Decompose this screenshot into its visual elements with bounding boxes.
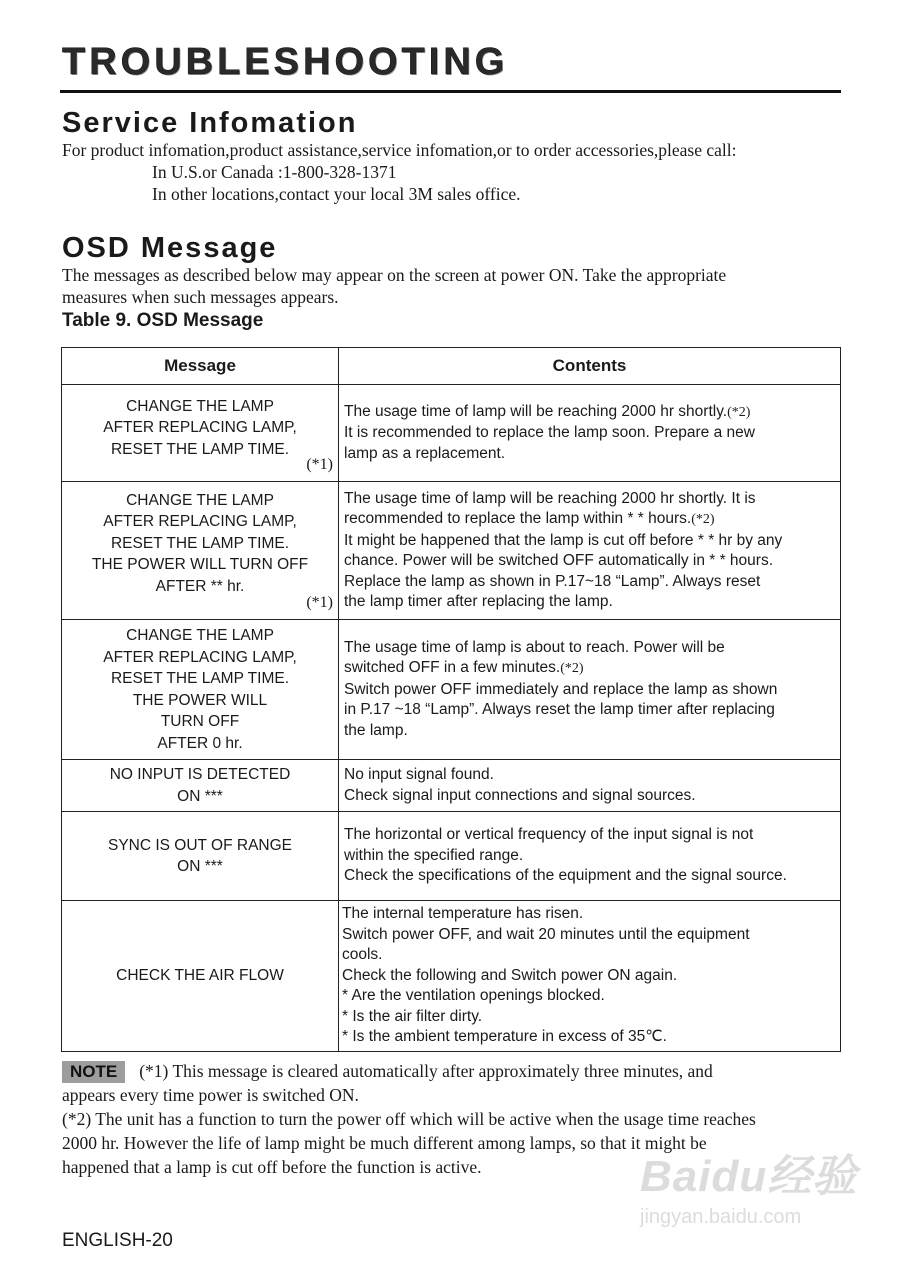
- message-line: AFTER ** hr.: [155, 577, 245, 595]
- contents-line: cools.: [342, 946, 383, 963]
- service-other-locations: In other locations,contact your local 3M sales office.: [152, 184, 521, 204]
- message-line: SYNC IS OUT OF RANGE: [107, 836, 293, 854]
- message-line: THE POWER WILL: [132, 691, 268, 709]
- message-line: AFTER REPLACING LAMP,: [103, 419, 297, 437]
- footnote-ref-2: (*2): [560, 661, 584, 677]
- contents-line: chance. Power will be switched OFF automatically in * * hours.: [344, 552, 774, 569]
- note-1-line-2: appears every time power is switched ON.: [62, 1085, 359, 1105]
- service-heading: Service Infomation: [62, 107, 358, 139]
- message-line: CHECK THE AIR FLOW: [116, 967, 284, 984]
- osd-message-table: [61, 347, 841, 1052]
- contents-line: * Is the ambient temperature in excess of 35℃.: [342, 1028, 667, 1045]
- message-cell: [62, 901, 339, 1052]
- footnote-ref-2: (*2): [727, 404, 751, 420]
- message-line: THE POWER WILL TURN OFF: [91, 556, 309, 574]
- contents-cell: [339, 901, 841, 1052]
- note-2-line-3: happened that a lamp is cut off before the function is active.: [62, 1157, 482, 1177]
- contents-cell: [339, 760, 841, 812]
- note-badge: NOTE: [62, 1061, 125, 1083]
- contents-line: Replace the lamp as shown in P.17~18 “Lamp”. Always reset: [344, 572, 761, 590]
- watermark-logo: Baidu经验: [640, 1152, 858, 1201]
- watermark-url: jingyan.baidu.com: [640, 1206, 802, 1228]
- contents-line: [344, 509, 836, 531]
- page-title: TROUBLESHOOTING: [62, 41, 509, 83]
- contents-line: The horizontal or vertical frequency of the input signal is not: [344, 826, 754, 844]
- message-line: AFTER REPLACING LAMP,: [103, 648, 297, 666]
- notes-section: [62, 1059, 842, 1179]
- contents-cell: [339, 620, 841, 760]
- contents-cell: [339, 385, 841, 482]
- osd-intro-line-1: The messages as described below may appear on the screen at power ON. Take the appropriate: [62, 265, 727, 285]
- contents-line: the lamp timer after replacing the lamp.: [344, 593, 613, 610]
- table-row: [62, 760, 841, 812]
- message-cell: [62, 385, 339, 482]
- message-line: RESET THE LAMP TIME.: [110, 670, 289, 687]
- contents-cell: [339, 482, 841, 620]
- message-cell: [62, 760, 339, 812]
- message-line: CHANGE THE LAMP: [126, 627, 274, 644]
- message-line: ON ***: [177, 858, 223, 875]
- contents-line: within the specified range.: [344, 846, 524, 864]
- contents-text: The usage time of lamp will be reaching 2000 hr shortly.: [344, 402, 728, 420]
- service-phone-us: In U.S.or Canada :1-800-328-1371: [152, 162, 397, 182]
- message-line: TURN OFF: [160, 713, 240, 730]
- message-line: CHANGE THE LAMP: [126, 397, 274, 415]
- column-header-message: Message: [62, 348, 339, 385]
- title-rule: [60, 90, 841, 93]
- contents-cell: [339, 812, 841, 901]
- table-row: [62, 812, 841, 901]
- contents-line: * Are the ventilation openings blocked.: [342, 987, 605, 1004]
- contents-line: No input signal found.: [344, 766, 494, 783]
- contents-line: * Is the air filter dirty.: [342, 1007, 483, 1025]
- contents-line: Check signal input connections and signal sources.: [344, 786, 696, 804]
- contents-line: the lamp.: [344, 721, 408, 739]
- message-cell: [62, 620, 339, 760]
- note-1-line-1: [62, 1059, 842, 1083]
- table-caption: Table 9. OSD Message: [62, 310, 264, 331]
- contents-line: The usage time of lamp will be reaching 2000 hr shortly. It is: [344, 489, 756, 507]
- contents-line: lamp as a replacement.: [344, 444, 506, 462]
- table-row: [62, 901, 841, 1052]
- osd-heading: OSD Message: [62, 232, 278, 264]
- table-header-row: [62, 348, 841, 385]
- message-line: ON ***: [177, 787, 223, 805]
- contents-line: [344, 402, 836, 424]
- contents-line: Switch power OFF immediately and replace the lamp as shown: [344, 680, 778, 698]
- message-line: AFTER REPLACING LAMP,: [103, 513, 297, 531]
- message-line: AFTER 0 hr.: [157, 734, 243, 752]
- note-1-text: (*1) This message is cleared automatically after approximately three minutes, and: [139, 1061, 713, 1081]
- contents-line: It is recommended to replace the lamp soon. Prepare a new: [344, 424, 755, 442]
- table-row: [62, 385, 841, 482]
- contents-line: Switch power OFF, and wait 20 minutes until the equipment: [342, 925, 750, 943]
- message-cell: [62, 812, 339, 901]
- note-2-line-2: 2000 hr. However the life of lamp might be much different among lamps, so that it might be: [62, 1133, 707, 1153]
- message-line: CHANGE THE LAMP: [126, 491, 274, 509]
- note-2-line-1: (*2) The unit has a function to turn the power off which will be active when the usage time reaches: [62, 1109, 756, 1129]
- contents-line: Check the specifications of the equipment and the signal source.: [344, 867, 787, 885]
- contents-line: The internal temperature has risen.: [342, 905, 584, 922]
- contents-line: Check the following and Switch power ON again.: [342, 966, 678, 984]
- footnote-ref-2: (*2): [691, 512, 715, 527]
- contents-line: The usage time of lamp is about to reach. Power will be: [344, 638, 725, 656]
- message-line: NO INPUT IS DETECTED: [109, 766, 291, 783]
- osd-intro: [62, 264, 842, 308]
- footnote-ref-1: (*1): [306, 593, 333, 611]
- column-header-contents: Contents: [339, 348, 841, 385]
- service-info: [62, 139, 842, 205]
- contents-line: [344, 658, 836, 680]
- message-line: RESET THE LAMP TIME.: [110, 440, 289, 458]
- message-line: RESET THE LAMP TIME.: [110, 534, 289, 552]
- page-footer: ENGLISH-20: [62, 1230, 173, 1251]
- contents-line: It might be happened that the lamp is cut off before * * hr by any: [344, 531, 783, 549]
- contents-line: in P.17 ~18 “Lamp”. Always reset the lamp timer after replacing: [344, 701, 775, 719]
- table-row: [62, 482, 841, 620]
- contents-text: switched OFF in a few minutes.: [344, 659, 561, 677]
- message-cell: [62, 482, 339, 620]
- contents-text: recommended to replace the lamp within * * hours.: [344, 510, 692, 527]
- service-intro: For product infomation,product assistance,service infomation,or to order accessories,please call:: [62, 140, 737, 160]
- osd-intro-line-2: measures when such messages appears.: [62, 287, 339, 307]
- footnote-ref-1: (*1): [306, 455, 333, 473]
- table-row: [62, 620, 841, 760]
